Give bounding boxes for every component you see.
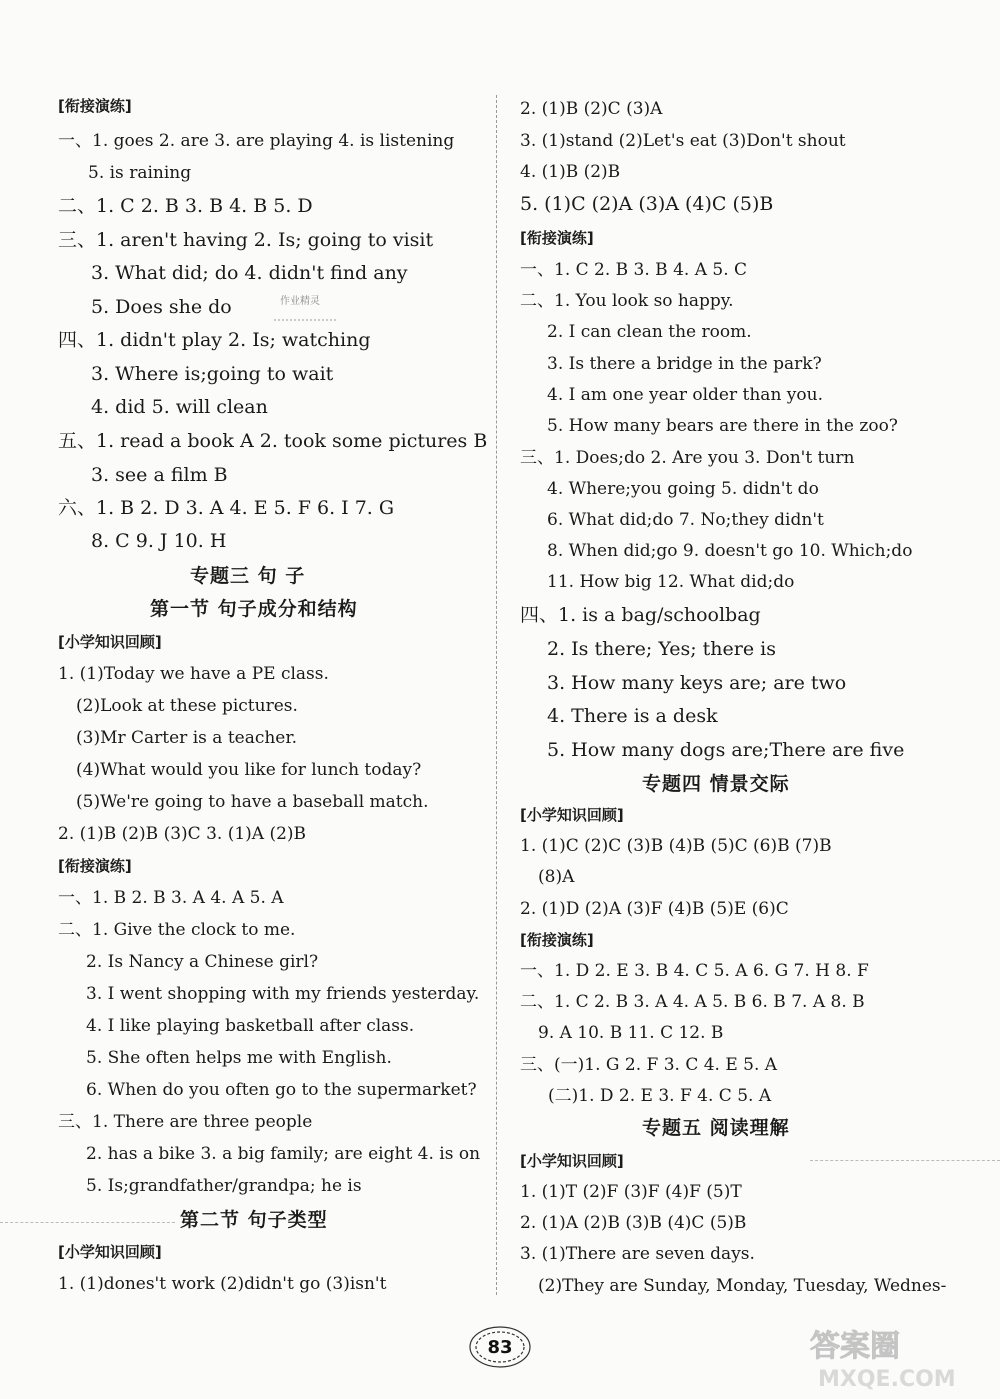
answer-line: 二、1. Give the clock to me. <box>58 920 296 940</box>
answer-line: (2)Look at these pictures. <box>76 696 298 716</box>
answer-line: 一、1. D 2. E 3. B 4. C 5. A 6. G 7. H 8. F <box>520 961 869 981</box>
answer-line: 4. did 5. will clean <box>91 396 268 418</box>
answer-line: 4. I like playing basketball after class. <box>86 1016 415 1036</box>
answer-line: 二、1. C 2. B 3. A 4. A 5. B 6. B 7. A 8. B <box>520 992 865 1012</box>
section-tag: [小学知识回顾] <box>520 806 624 824</box>
column-divider <box>496 95 497 1295</box>
answer-line: 二、1. C 2. B 3. B 4. B 5. D <box>58 195 313 217</box>
stamp-mark <box>266 290 346 330</box>
answer-line: 一、1. goes 2. are 3. are playing 4. is listening <box>58 131 455 151</box>
answer-line: 5. is raining <box>88 163 192 183</box>
answer-line: 6. When do you often go to the supermarket? <box>86 1080 477 1100</box>
section-tag: [小学知识回顾] <box>520 1152 624 1170</box>
answer-line: 2. (1)B (2)B (3)C 3. (1)A (2)B <box>58 824 307 844</box>
answer-line: 2. Is there; Yes; there is <box>547 638 776 660</box>
answer-line: 5. How many bears are there in the zoo? <box>547 416 898 436</box>
answer-line: (2)They are Sunday, Monday, Tuesday, Wednes- <box>538 1276 947 1296</box>
answer-line: (4)What would you like for lunch today? <box>76 760 422 780</box>
answer-line: 3. Is there a bridge in the park? <box>547 354 822 374</box>
answer-line: 2. has a bike 3. a big family; are eight 4. is on <box>86 1144 481 1164</box>
watermark-subtext: MXQE.COM <box>818 1367 956 1392</box>
section-tag: [小学知识回顾] <box>58 1243 162 1261</box>
answer-line: 5. She often helps me with English. <box>86 1048 392 1068</box>
answer-line: 3. What did; do 4. didn't find any <box>91 262 408 284</box>
answer-line: (8)A <box>538 867 575 887</box>
answer-line: 2. Is Nancy a Chinese girl? <box>86 952 319 972</box>
page-number-badge <box>465 1322 535 1372</box>
answer-line: 5. Is;grandfather/grandpa; he is <box>86 1176 362 1196</box>
answer-line: 8. When did;go 9. doesn't go 10. Which;do <box>547 541 913 561</box>
answer-line: 四、1. is a bag/schoolbag <box>520 604 761 626</box>
section-title: 第二节 句子类型 <box>180 1209 328 1231</box>
answer-line: (3)Mr Carter is a teacher. <box>76 728 298 748</box>
watermark-text: 答案圈 <box>810 1329 900 1364</box>
answer-line: 4. I am one year older than you. <box>547 385 823 405</box>
footer-rule-right <box>810 1160 1000 1161</box>
answer-line: 3. How many keys are; are two <box>547 672 847 694</box>
answer-line: (二)1. D 2. E 3. F 4. C 5. A <box>548 1086 772 1106</box>
chapter-title: 专题四 情景交际 <box>642 773 790 795</box>
footer-rule-left <box>0 1222 175 1223</box>
section-tag: [小学知识回顾] <box>58 633 162 651</box>
section-tag: [衔接演练] <box>58 97 132 115</box>
answer-line: 六、1. B 2. D 3. A 4. E 5. F 6. I 7. G <box>58 497 395 519</box>
answer-line: 一、1. C 2. B 3. B 4. A 5. C <box>520 260 748 280</box>
answer-line: 1. (1)T (2)F (3)F (4)F (5)T <box>520 1182 742 1202</box>
answer-line: 2. (1)D (2)A (3)F (4)B (5)E (6)C <box>520 899 789 919</box>
chapter-title: 专题五 阅读理解 <box>642 1117 790 1139</box>
answer-line: 2. (1)A (2)B (3)B (4)C (5)B <box>520 1213 747 1233</box>
answer-line: 1. (1)dones't work (2)didn't go (3)isn't <box>58 1274 387 1294</box>
answer-line: 9. A 10. B 11. C 12. B <box>538 1023 724 1043</box>
answer-line: 2. I can clean the room. <box>547 322 752 342</box>
site-watermark <box>800 1322 995 1394</box>
answer-line: 4. There is a desk <box>547 705 718 727</box>
answer-line: 5. (1)C (2)A (3)A (4)C (5)B <box>520 193 774 215</box>
answer-line: 三、(一)1. G 2. F 3. C 4. E 5. A <box>520 1055 778 1075</box>
answer-line: 3. I went shopping with my friends yesterday. <box>86 984 480 1004</box>
answer-line: 3. Where is;going to wait <box>91 363 334 385</box>
answer-line: 1. (1)C (2)C (3)B (4)B (5)C (6)B (7)B <box>520 836 832 856</box>
chapter-title: 专题三 句 子 <box>190 565 306 587</box>
answer-line: 1. (1)Today we have a PE class. <box>58 664 329 684</box>
answer-line: 4. Where;you going 5. didn't do <box>547 479 819 499</box>
answer-line: 3. see a film B <box>91 464 228 486</box>
answer-line: 三、1. aren't having 2. Is; going to visit <box>58 229 434 251</box>
answer-line: 五、1. read a book A 2. took some pictures B <box>58 430 488 452</box>
answer-line: 3. (1)There are seven days. <box>520 1244 755 1264</box>
section-tag: [衔接演练] <box>520 931 594 949</box>
section-tag: [衔接演练] <box>520 229 594 247</box>
answer-line: 三、1. There are three people <box>58 1112 313 1132</box>
answer-line: 6. What did;do 7. No;they didn't <box>547 510 824 530</box>
answer-line: 3. (1)stand (2)Let's eat (3)Don't shout <box>520 131 846 151</box>
answer-line: 二、1. You look so happy. <box>520 291 734 311</box>
answer-line: 四、1. didn't play 2. Is; watching <box>58 329 371 351</box>
answer-line: 11. How big 12. What did;do <box>547 572 795 592</box>
answer-line: 一、1. B 2. B 3. A 4. A 5. A <box>58 888 284 908</box>
answer-line: (5)We're going to have a baseball match. <box>76 792 429 812</box>
answer-line: 5. Does she do <box>91 296 232 318</box>
answer-line: 8. C 9. J 10. H <box>91 530 227 552</box>
answer-line: 三、1. Does;do 2. Are you 3. Don't turn <box>520 448 855 468</box>
answer-line: 2. (1)B (2)C (3)A <box>520 99 663 119</box>
answer-line: 5. How many dogs are;There are five <box>547 739 905 761</box>
page-number: 83 <box>487 1336 513 1358</box>
section-title: 第一节 句子成分和结构 <box>150 598 358 620</box>
section-tag: [衔接演练] <box>58 857 132 875</box>
stamp-text: 作业精灵 <box>280 296 320 307</box>
answer-line: 4. (1)B (2)B <box>520 162 621 182</box>
